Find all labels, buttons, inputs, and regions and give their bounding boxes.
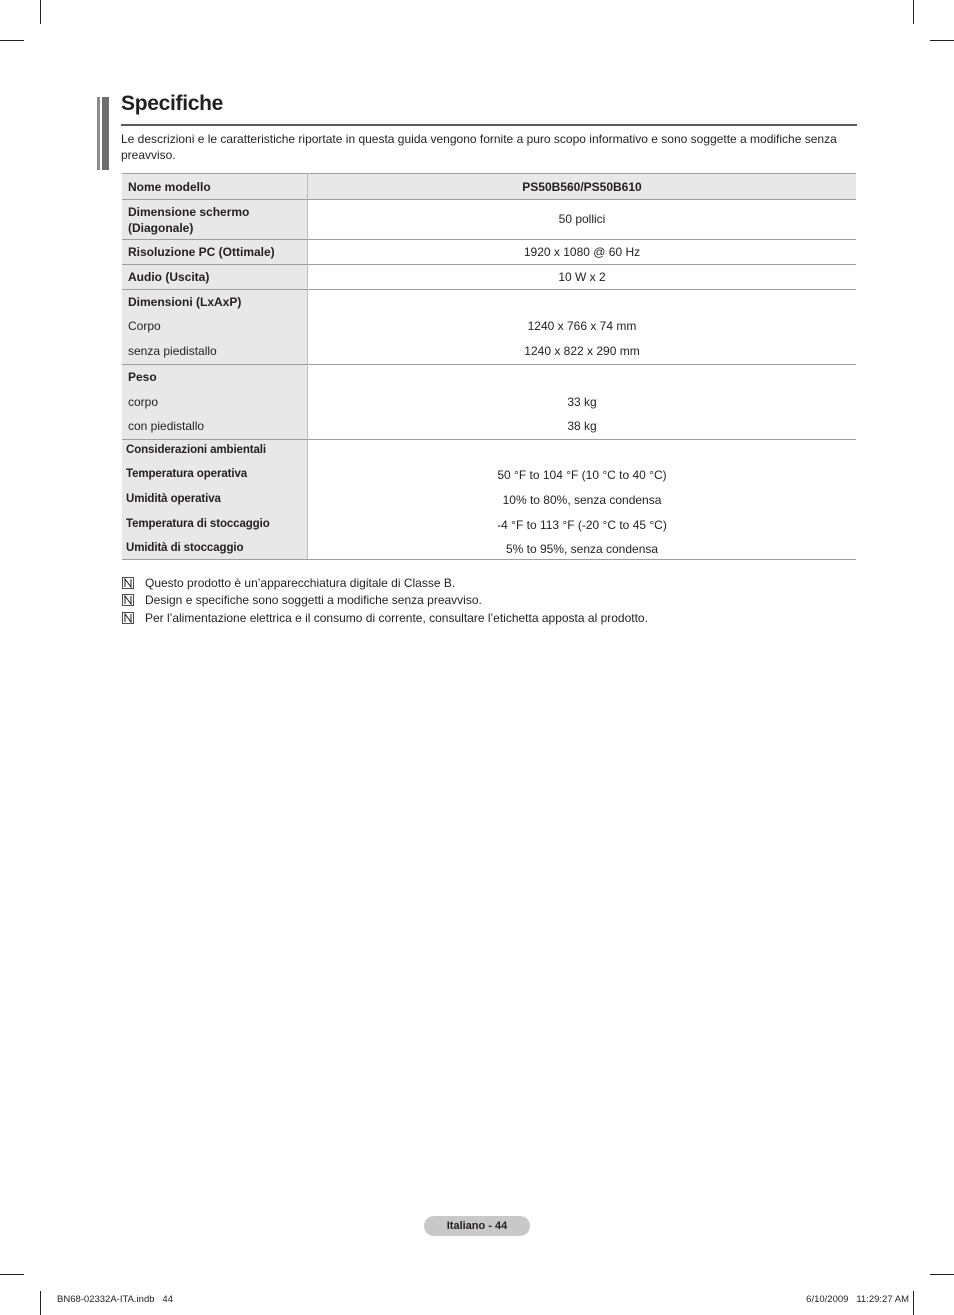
dim-stand-value: 1240 x 822 x 290 mm	[524, 344, 640, 358]
table-row	[122, 290, 856, 365]
table-row	[122, 440, 856, 560]
page-title: Specifiche	[121, 92, 224, 115]
op-hum-label: Umidità operativa	[126, 493, 221, 505]
crop-mark	[913, 0, 914, 24]
title-rule	[121, 124, 857, 126]
dim-body-value: 1240 x 766 x 74 mm	[527, 319, 637, 333]
weight-body-value: 33 kg	[567, 395, 597, 409]
audio-label: Audio (Uscita)	[128, 270, 210, 284]
print-timestamp: 6/10/2009 11:29:27 AM	[806, 1294, 909, 1305]
weight-stand-value: 38 kg	[567, 419, 597, 433]
dim-body-label: Corpo	[128, 319, 161, 333]
crop-mark	[40, 1291, 41, 1315]
crop-mark	[40, 0, 41, 24]
op-hum-value: 10% to 80%, senza condensa	[502, 493, 662, 507]
pc-res-value: 1920 x 1080 @ 60 Hz	[523, 245, 641, 259]
weight-stand-label: con piedistallo	[128, 419, 205, 433]
audio-value: 10 W x 2	[558, 270, 606, 284]
table-row	[122, 265, 856, 290]
screen-value: 50 pollici	[558, 212, 606, 226]
model-label: Nome modello	[128, 180, 211, 194]
table-row	[122, 174, 856, 200]
op-temp-label: Temperatura operativa	[126, 468, 248, 480]
note-item	[122, 574, 648, 592]
weight-body-label: corpo	[128, 395, 159, 409]
section-bar	[97, 97, 100, 170]
note-text: Questo prodotto è un’apparecchiatura digitale di Classe B.	[145, 575, 456, 590]
dim-label: Dimensioni (LxAxP)	[128, 295, 242, 309]
st-temp-label: Temperatura di stoccaggio	[126, 518, 270, 530]
st-hum-value: 5% to 95%, senza condensa	[505, 542, 659, 556]
note-pencil-icon	[122, 612, 134, 624]
table-row	[122, 200, 856, 240]
crop-mark	[0, 40, 24, 41]
weight-label: Peso	[128, 370, 157, 384]
section-bar	[102, 97, 109, 170]
note-pencil-icon	[122, 594, 134, 606]
note-text: Per l’alimentazione elettrica e il consumo di corrente, consultare l’etichetta apposta al prodotto.	[145, 610, 648, 625]
table-row	[122, 240, 856, 265]
crop-mark	[913, 1291, 914, 1315]
model-value: PS50B560/PS50B610	[522, 180, 642, 194]
notes-list	[122, 574, 648, 627]
crop-mark	[930, 1274, 954, 1275]
st-temp-value: -4 °F to 113 °F (-20 °C to 45 °C)	[497, 518, 667, 532]
file-info: BN68-02332A-ITA.indb 44	[57, 1294, 174, 1305]
note-text: Design e specifiche sono soggetti a modifiche senza preavviso.	[145, 593, 482, 608]
table-row	[122, 365, 856, 440]
note-item	[122, 592, 648, 610]
intro-text: Le descrizioni e le caratteristiche riportate in questa guida vengono fornite a puro scopo informativo e sono soggette a modifiche senza preavviso.	[121, 132, 837, 162]
dim-stand-label: senza piedistallo	[128, 344, 217, 358]
note-item	[122, 609, 648, 627]
pc-res-label: Risoluzione PC (Ottimale)	[128, 245, 275, 259]
note-pencil-icon	[122, 577, 134, 589]
page-number-badge: Italiano - 44	[424, 1216, 530, 1236]
screen-label: Dimensione schermo (Diagonale)	[128, 205, 250, 235]
op-temp-value: 50 °F to 104 °F (10 °C to 40 °C)	[497, 468, 667, 482]
st-hum-label: Umidità di stoccaggio	[126, 542, 244, 554]
env-label: Considerazioni ambientali	[126, 444, 266, 456]
crop-mark	[930, 40, 954, 41]
crop-mark	[0, 1274, 24, 1275]
spec-table	[122, 173, 856, 560]
